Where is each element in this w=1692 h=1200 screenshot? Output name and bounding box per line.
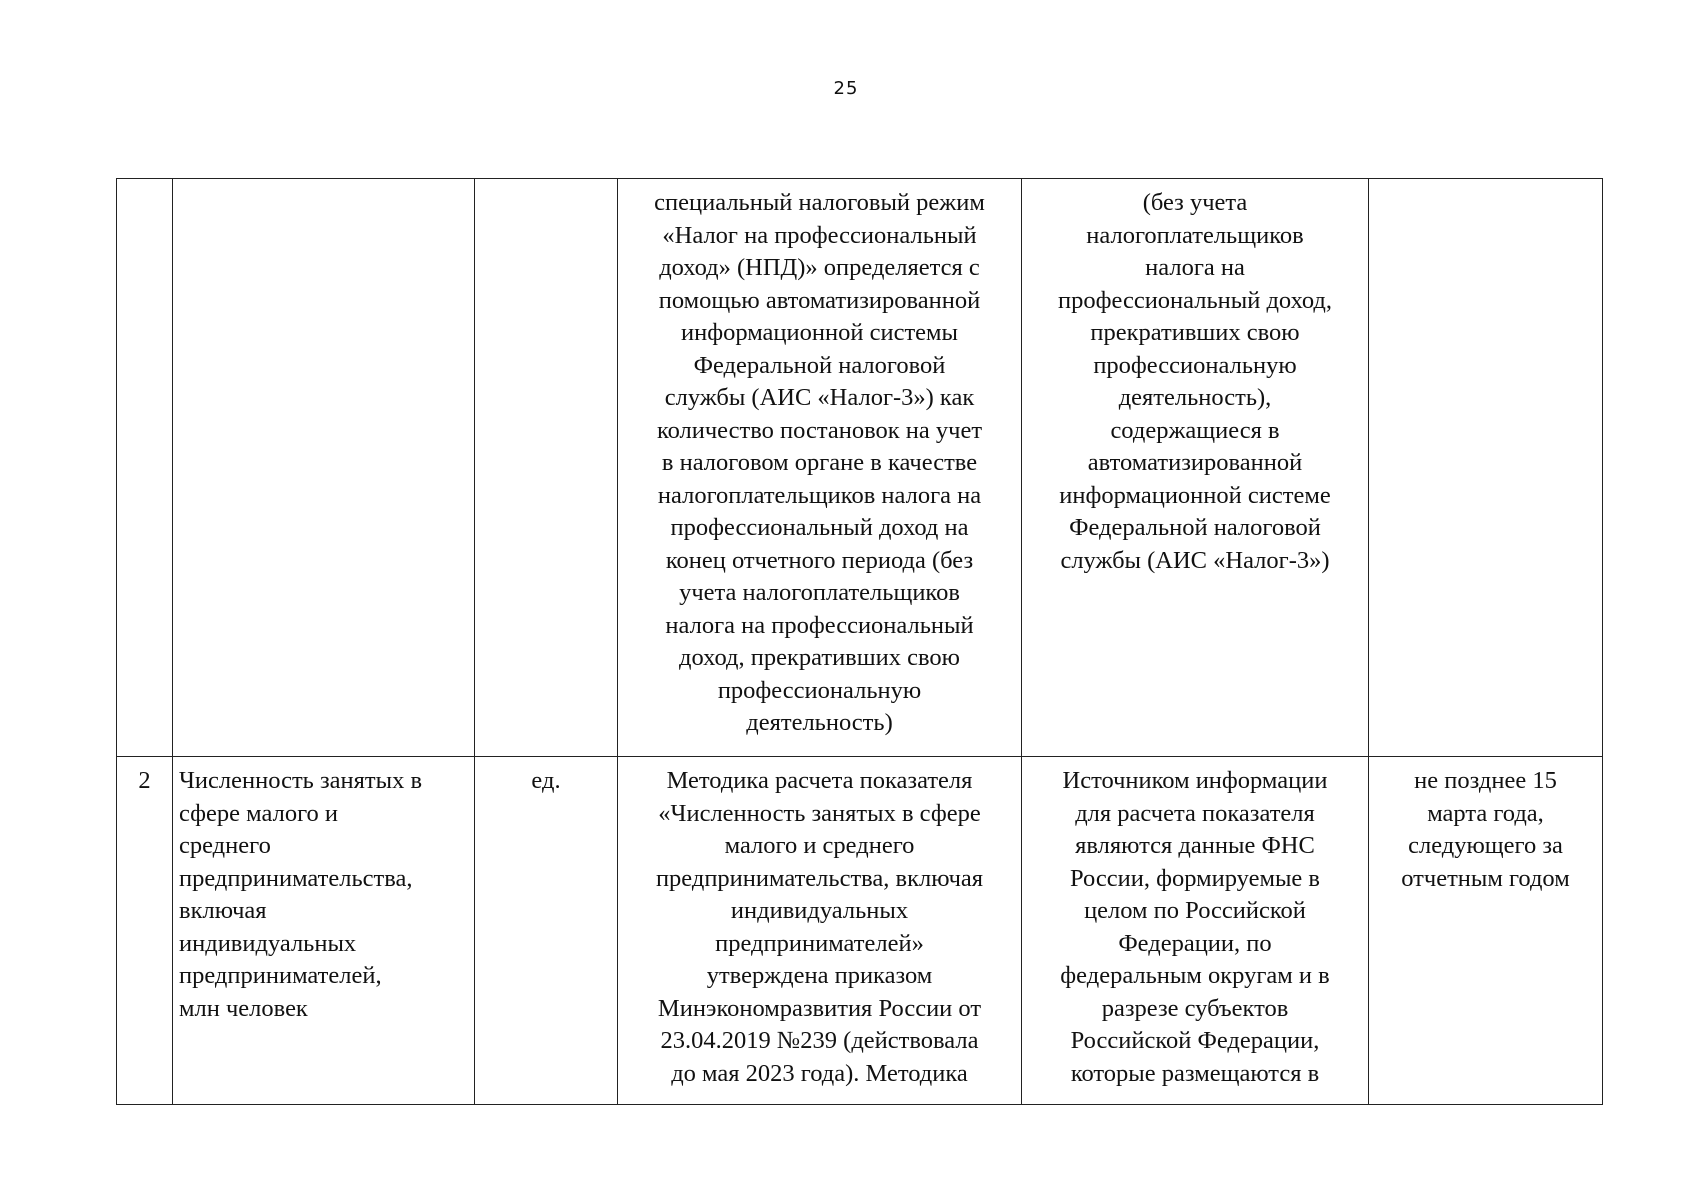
deadline-cell — [1369, 179, 1603, 757]
indicator-table — [116, 178, 1603, 1105]
indicator-name: Численность занятых в сфере малого и среднего предпринимательства, включая индивидуальных предпринимателей, млн человек — [179, 767, 423, 1022]
deadline-text: не позднее 15 марта года, следующего за отчетным годом — [1401, 767, 1570, 892]
row-number-cell — [117, 757, 173, 1105]
method-text: специальный налоговый режим «Налог на профессиональный доход» (НПД)» определяется с помощью автоматизированной информационной системы Федеральной налоговой службы (АИС «Налог-3») как количество постановок на учет в налоговом органе в качестве налогоплательщиков налога на профессиональный доход на конец отчетного периода (без учета налогоплательщиков налога на профессиональный доход, прекративших свою профессиональную деятельность) — [654, 189, 985, 736]
indicator-name-cell — [173, 179, 475, 757]
method-cell — [618, 757, 1022, 1105]
table-row — [117, 179, 1603, 757]
row-number: 2 — [138, 767, 151, 794]
method-cell — [618, 179, 1022, 757]
source-text: (без учета налогоплательщиков налога на профессиональный доход, прекративших свою профессиональную деятельность), содержащиеся в автоматизированной информационной системе Федеральной налоговой службы (АИС «Налог-3») — [1057, 189, 1333, 574]
unit-cell — [475, 757, 618, 1105]
indicator-name-cell — [173, 757, 475, 1105]
method-text: Методика расчета показателя «Численность занятых в сфере малого и среднего предпринимательства, включая индивидуальных предпринимателей» утверждена приказом Минэкономразвития России от 23.04.2019 №239 (действовала до мая 2023 года). Методика — [655, 767, 984, 1087]
table-row — [117, 757, 1603, 1105]
row-number-cell — [117, 179, 173, 757]
source-cell — [1022, 179, 1369, 757]
page-number: 25 — [833, 78, 859, 99]
source-cell — [1022, 757, 1369, 1105]
deadline-cell — [1369, 757, 1603, 1105]
source-text: Источником информации для расчета показателя являются данные ФНС России, формируемые в целом по Российской Федерации, по федеральным округам и в разрезе субъектов Российской Федерации, которые размещаются в — [1060, 767, 1330, 1087]
unit-cell — [475, 179, 618, 757]
unit-text: ед. — [531, 767, 561, 794]
